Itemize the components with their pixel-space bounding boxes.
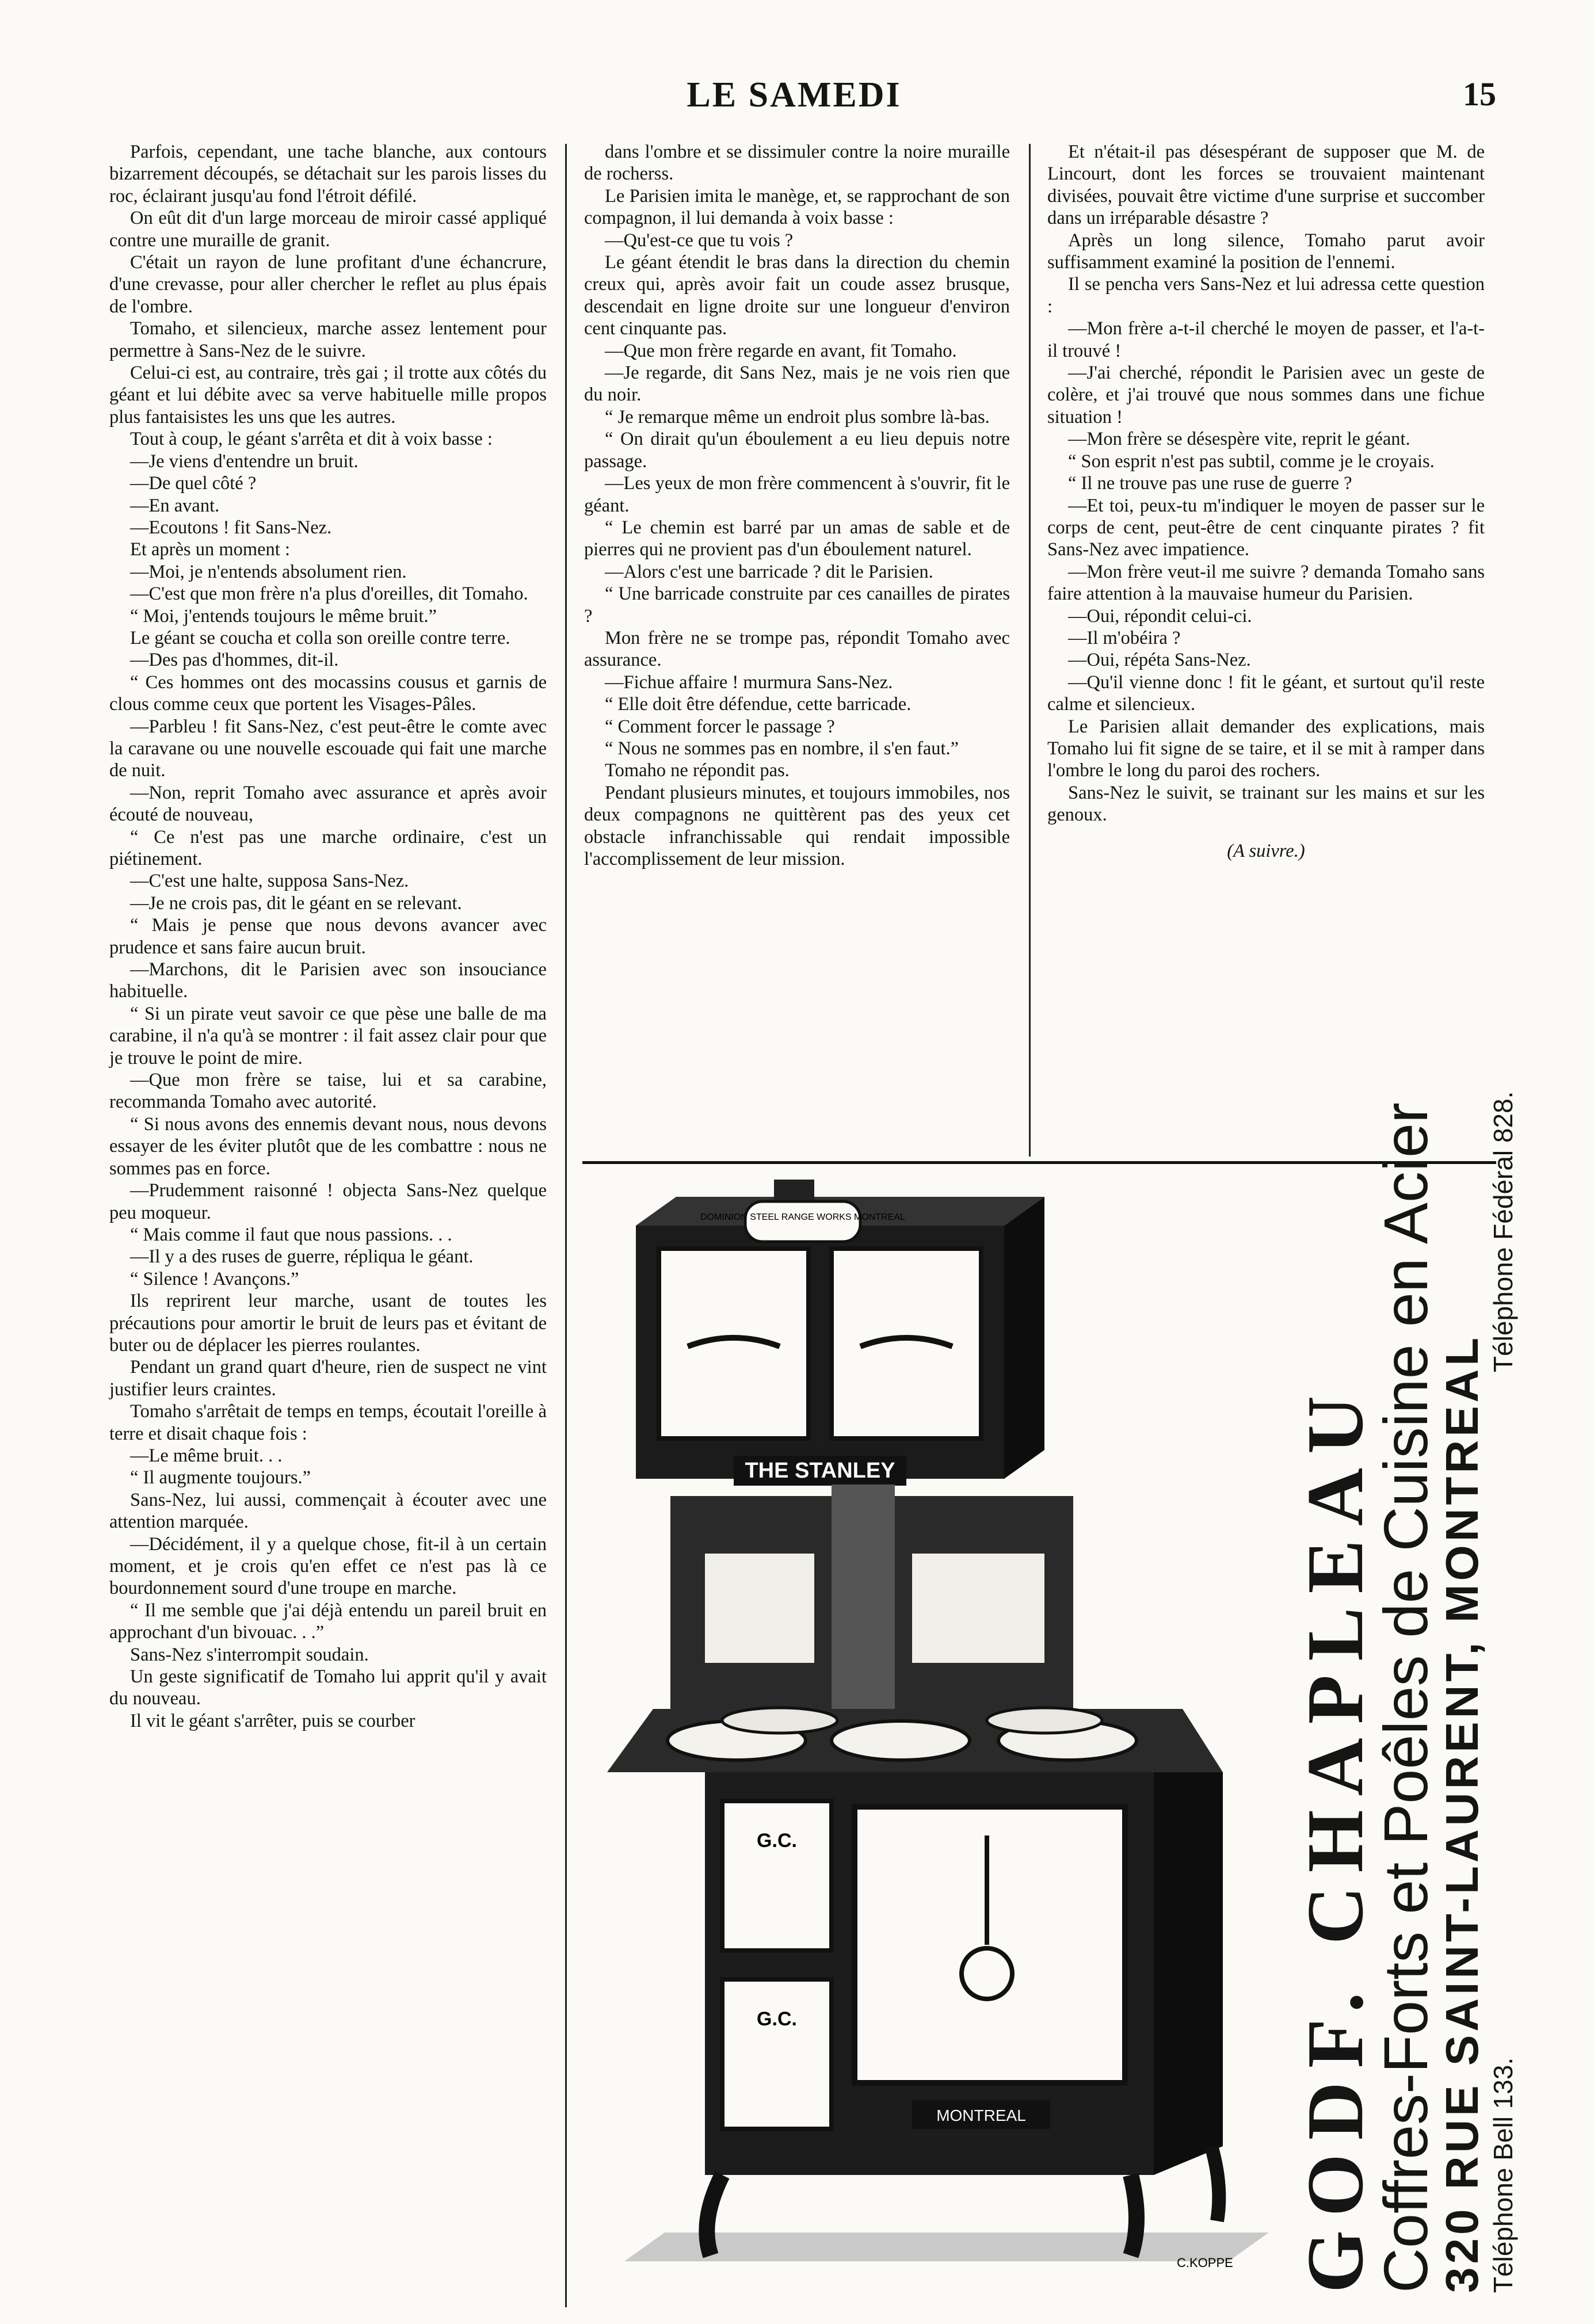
burner	[832, 1721, 970, 1760]
paragraph: —Le même bruit. . .	[130, 1445, 283, 1466]
paragraph: —C'est que mon frère n'a plus d'oreilles, dit Tomaho.	[130, 583, 528, 605]
closet-door-right	[832, 1249, 981, 1438]
article-column-2	[584, 141, 1010, 870]
paragraph: Pendant un grand quart d'heure, rien de suspect ne vint justifier leurs craintes.	[109, 1357, 547, 1400]
paragraph: Après un long silence, Tomaho parut avoir suffisamment examiné la position de l'ennemi.	[1047, 230, 1485, 273]
paragraph: “ Une barricade construite par ces canailles de pirates ?	[584, 583, 1010, 627]
paragraph: “ Ce n'est pas une marche ordinaire, c'est un piétinement.	[109, 826, 547, 869]
paragraph: —Des pas d'hommes, dit-il.	[130, 650, 339, 671]
to-be-continued: (A suivre.)	[1227, 840, 1305, 861]
paragraph: —En avant.	[130, 495, 220, 516]
paragraph: —Qu'est-ce que tu vois ?	[605, 230, 794, 251]
paragraph: “ Son esprit n'est pas subtil, comme je le croyais.	[1068, 451, 1435, 472]
paragraph: —Qu'il vienne donc ! fit le géant, et surtout qu'il reste calme et silencieux.	[1047, 671, 1485, 715]
paragraph: —Que mon frère regarde en avant, fit Tomaho.	[605, 340, 957, 361]
paragraph: Parfois, cependant, une tache blanche, aux contours bizarrement découpés, se détachait sur les parois lisses du roc, éclairant jusqu'au fond l'étroit défilé.	[109, 142, 547, 207]
oven-door	[855, 1807, 1125, 2083]
paragraph: “ Je remarque même un endroit plus sombre là-bas.	[605, 406, 990, 428]
paragraph: —Et toi, peux-tu m'indiquer le moyen de passer sur le corps de cent, peut-être de cent cinquante pirates ? fit Sans-Nez avec impatience.	[1047, 495, 1485, 560]
paragraph: —Mon frère a-t-il cherché le moyen de passer, et l'a-t-il trouvé !	[1047, 318, 1485, 361]
burner	[722, 1708, 837, 1733]
paragraph: “ Il augmente toujours.”	[130, 1467, 311, 1489]
advertiser-address: 320 RUE SAINT-LAURENT, MONTREAL	[1436, 1334, 1488, 2293]
paragraph: —Décidément, il y a quelque chose, fit-il à un certain moment, et je crois qu'en effet ce n'est pas là ce bourdonnement sourd d'une troupe en marche.	[109, 1533, 547, 1599]
paragraph: C'était un rayon de lune profitant d'une échancrure, d'une crevasse, pour aller chercher le reflet au plus épais de l'ombre.	[109, 252, 547, 317]
paragraph: —Je ne crois pas, dit le géant en se relevant.	[130, 892, 462, 914]
paragraph: Il vit le géant s'arrêter, puis se courber	[130, 1710, 415, 1731]
closet-door-left	[659, 1249, 809, 1438]
paragraph: —De quel côté ?	[130, 473, 257, 494]
paragraph: —Mon frère se désespère vite, reprit le géant.	[1068, 429, 1410, 450]
article-column-1	[109, 141, 547, 1732]
paragraph: “ Mais je pense que nous devons avancer avec prudence et sans faire aucun bruit.	[109, 915, 547, 958]
paragraph: “ Il me semble que j'ai déjà entendu un pareil bruit en approchant d'un bivouac. . .”	[109, 1600, 547, 1643]
paragraph: Sans-Nez, lui aussi, commençait à écouter avec une attention marquée.	[109, 1489, 547, 1533]
paragraph: —Parbleu ! fit Sans-Nez, c'est peut-être le comte avec la caravane ou une nouvelle escouade qui fait une marche de nuit.	[109, 716, 547, 781]
stove-side	[1154, 1772, 1223, 2175]
floor-shadow	[624, 2233, 1269, 2261]
paragraph: On eût dit d'un large morceau de miroir cassé appliqué contre une muraille de granit.	[109, 208, 547, 251]
paragraph: Il se pencha vers Sans-Nez et lui adressa cette question :	[1047, 274, 1485, 317]
door-plate-text: G.C.	[757, 2008, 797, 2030]
chimney-stub	[774, 1180, 814, 1203]
paragraph: dans l'ombre et se dissimuler contre la noire muraille de rocherss.	[584, 142, 1010, 185]
advertiser-name: GODF. CHAPLEAU	[1291, 1382, 1380, 2293]
paragraph: Le Parisien imita le manège, et, se rapprochant de son compagnon, il lui demanda à voix basse :	[584, 185, 1010, 229]
firebox-door-lower	[722, 1979, 832, 2129]
paragraph: —Alors c'est une barricade ? dit le Parisien.	[605, 561, 933, 582]
column-divider	[565, 144, 567, 2307]
front-plate-text: MONTREAL	[936, 2107, 1026, 2124]
phone-bell: Téléphone Bell 133.	[1488, 2057, 1518, 2293]
stove-leg	[1211, 2146, 1219, 2221]
paragraph: Sans-Nez s'interrompit soudain.	[130, 1644, 369, 1665]
paragraph: —Il y a des ruses de guerre, répliqua le géant.	[130, 1246, 474, 1268]
paragraph: —Moi, je n'entends absolument rien.	[130, 561, 407, 582]
paragraph: —Oui, répéta Sans-Nez.	[1068, 650, 1251, 671]
paragraph: “ Nous ne sommes pas en nombre, il s'en faut.”	[605, 738, 959, 759]
paragraph: Le Parisien allait demander des explications, mais Tomaho lui fit signe de se taire, et il se mit à ramper dans l'ombre le long du paroi des rochers.	[1047, 716, 1485, 781]
closet-side	[1004, 1197, 1044, 1479]
paragraph: —Prudemment raisonné ! objecta Sans-Nez quelque peu moqueur.	[109, 1180, 547, 1223]
paragraph: “ Elle doit être défendue, cette barricade.	[605, 694, 912, 715]
column-divider	[1029, 144, 1031, 1157]
paragraph: Et n'était-il pas désespérant de supposer que M. de Lincourt, dont les forces se trouvaient maintenant divisées, pouvait être victime d'une surprise et succomber dans un irréparable désastre ?	[1047, 142, 1485, 229]
stove-illustration	[590, 1174, 1280, 2302]
phone-federal: Téléphone Fédéral 828.	[1488, 1091, 1518, 1372]
paragraph: “ Ces hommes ont des mocassins cousus et garnis de clous comme ceux que portent les Visages-Pâles.	[109, 671, 547, 715]
back-panel-right	[912, 1554, 1044, 1663]
advertisement-rule	[582, 1161, 1496, 1164]
paragraph: Tomaho, et silencieux, marche assez lentement pour permettre à Sans-Nez de le suivre.	[109, 318, 547, 361]
paragraph: Pendant plusieurs minutes, et toujours immobiles, nos deux compagnons ne quittèrent pas des yeux cet obstacle infranchissable qui rendait impossible l'accomplissement de leur mission.	[584, 782, 1010, 869]
paragraph: Un geste significatif de Tomaho lui apprit qu'il y avait du nouveau.	[109, 1666, 547, 1709]
paragraph: —Ecoutons ! fit Sans-Nez.	[130, 517, 332, 538]
burner	[987, 1708, 1102, 1733]
paragraph: —Je viens d'entendre un bruit.	[130, 451, 359, 472]
paragraph: Le géant se coucha et colla son oreille contre terre.	[130, 627, 510, 648]
advertiser-phones	[1488, 1092, 1519, 2293]
stove-leg	[1131, 2175, 1137, 2256]
paragraph: “ Le chemin est barré par un amas de sable et de pierres qui ne provient pas d'un éboulement naturel.	[584, 517, 1010, 560]
paragraph: —Fichue affaire ! murmura Sans-Nez.	[605, 671, 893, 693]
brand-plate-text: THE STANLEY	[745, 1459, 895, 1483]
advertised-products: Coffres-Forts et Poêles de Cuisine en Acier	[1371, 1102, 1440, 2293]
paragraph: “ Silence ! Avançons.”	[130, 1268, 299, 1289]
paragraph: —C'est une halte, supposa Sans-Nez.	[130, 871, 409, 892]
paragraph: Le géant étendit le bras dans la direction du chemin creux qui, après avoir fait un coude assez brusque, descendait en ligne droite sur une longueur d'environ cent cinquante pas.	[584, 252, 1010, 339]
paragraph: Mon frère ne se trompe pas, répondit Tomaho avec assurance.	[584, 627, 1010, 671]
paragraph: Tomaho s'arrêtait de temps en temps, écoutait l'oreille à terre et disait chaque fois :	[109, 1401, 547, 1444]
paragraph: “ Mais comme il faut que nous passions. . .	[130, 1224, 452, 1245]
paragraph: Tomaho ne répondit pas.	[605, 760, 790, 781]
paragraph: Tout à coup, le géant s'arrêta et dit à voix basse :	[130, 429, 493, 450]
paragraph: —Je regarde, dit Sans Nez, mais je ne vois rien que du noir.	[584, 362, 1010, 406]
paragraph: “ Si un pirate veut savoir ce que pèse une balle de ma carabine, il n'a qu'à se montrer : il fait assez clair pour que je trouve le point de mire.	[109, 1003, 547, 1068]
stove-pipe	[832, 1485, 895, 1726]
firebox-door-upper	[722, 1801, 832, 1951]
paragraph: “ Il ne trouve pas une ruse de guerre ?	[1068, 473, 1352, 494]
paragraph: —J'ai cherché, répondit le Parisien avec un geste de colère, et j'ai trouvé que nous sommes dans une fichue situation !	[1047, 362, 1485, 428]
paragraph: “ Comment forcer le passage ?	[605, 716, 835, 737]
paragraph: “ Moi, j'entends toujours le même bruit.”	[130, 605, 437, 627]
page-number: 15	[1463, 75, 1496, 113]
paragraph: —Les yeux de mon frère commencent à s'ouvrir, fit le géant.	[584, 473, 1010, 516]
paragraph: —Que mon frère se taise, lui et sa carabine, recommanda Tomaho avec autorité.	[109, 1070, 547, 1113]
back-panel-left	[705, 1554, 814, 1663]
paragraph: —Il m'obéira ?	[1068, 627, 1181, 648]
paragraph: “ On dirait qu'un éboulement a eu lieu depuis notre passage.	[584, 429, 1010, 472]
newspaper-title: LE SAMEDI	[687, 75, 902, 115]
paragraph: —Non, reprit Tomaho avec assurance et après avoir écouté de nouveau,	[109, 782, 547, 826]
door-plate-text: G.C.	[757, 1830, 797, 1852]
article-column-3	[1047, 141, 1485, 862]
paragraph: Ils reprirent leur marche, usant de toutes les précautions pour amortir le bruit de leurs pas et évitant de buter ou de déplacer les pierres roulantes.	[109, 1291, 547, 1356]
paragraph: —Oui, répondit celui-ci.	[1068, 605, 1252, 627]
paragraph: —Mon frère veut-il me suivre ? demanda Tomaho sans faire attention à la mauvaise humeur du Parisien.	[1047, 561, 1485, 605]
maker-plate-text: DOMINION STEEL RANGE WORKS MONTREAL	[700, 1212, 905, 1222]
engraver-signature: C.KOPPE	[1177, 2256, 1233, 2270]
paragraph: Et après un moment :	[130, 539, 290, 560]
paragraph: Sans-Nez le suivit, se trainant sur les mains et sur les genoux.	[1047, 782, 1485, 826]
paragraph: “ Si nous avons des ennemis devant nous, nous devons essayer de les éviter plutôt que de les combattre : nous ne sommes pas en force.	[109, 1113, 547, 1179]
paragraph: —Marchons, dit le Parisien avec son insouciance habituelle.	[109, 959, 547, 1002]
paragraph: Celui-ci est, au contraire, très gai ; il trotte aux côtés du géant et lui débite avec sa verve habituelle mille propos plus fantaisistes les uns que les autres.	[109, 362, 547, 428]
